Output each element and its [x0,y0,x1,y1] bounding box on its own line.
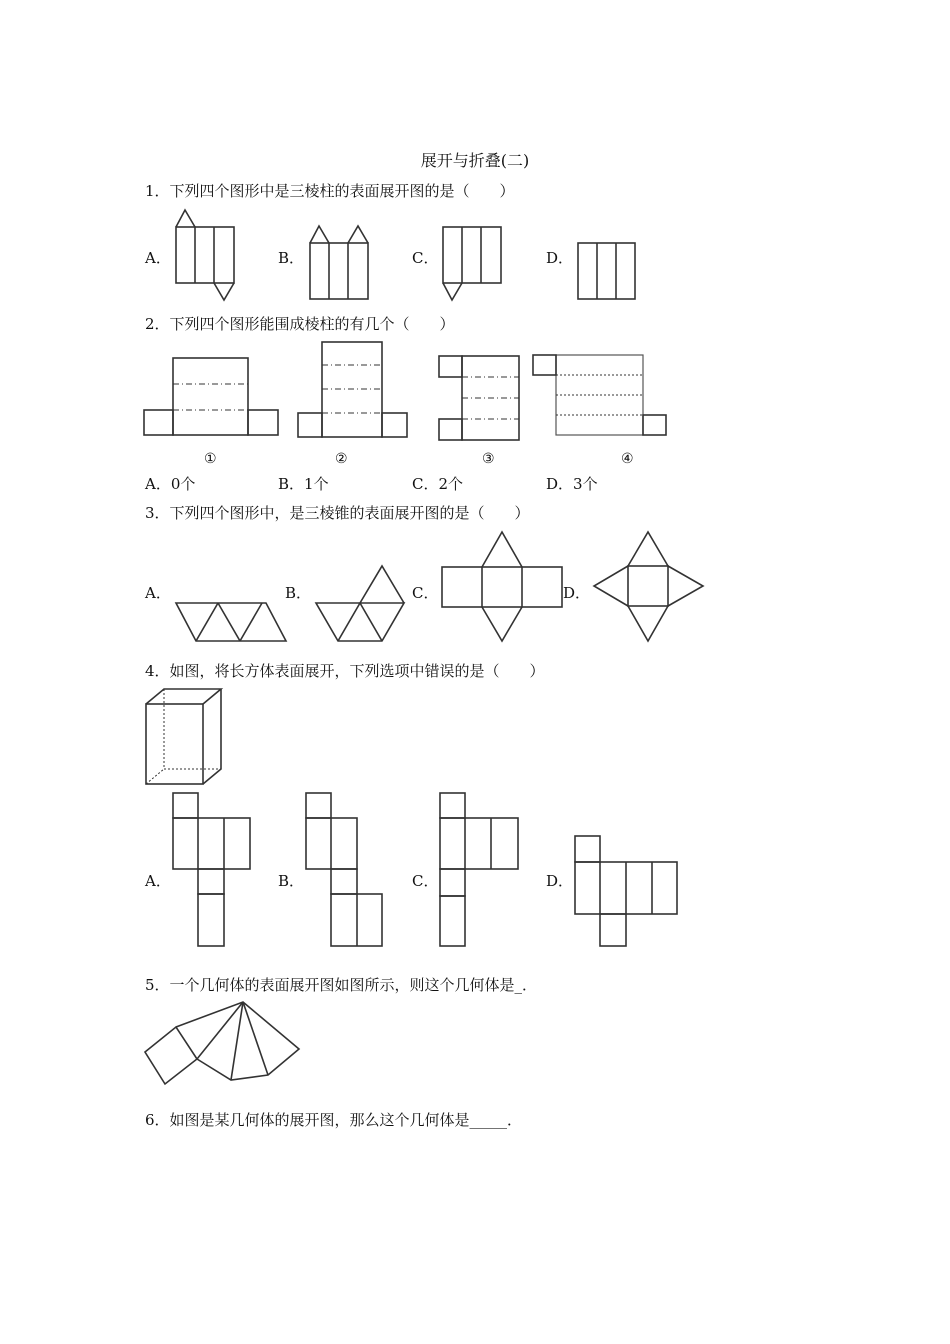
question-6-stem: 6．如图是某几何体的展开图，那么这个几何体是_____． [145,1111,523,1129]
question-5-stem: 5．一个几何体的表面展开图如图所示，则这个几何体是_． [145,976,538,994]
q4-option-a[interactable]: A． [145,872,171,890]
q2-figure-label-1: ① [204,451,217,467]
q5-pyramid-net [145,1002,299,1084]
q2-option-d[interactable]: D．3个 [546,475,598,493]
question-3-stem: 3．下列四个图形中，是三棱锥的表面展开图的是（ ） [145,504,530,522]
q2-option-c[interactable]: C．2个 [412,475,464,493]
q2-option-a[interactable]: A．0个 [145,475,196,493]
q1-option-a[interactable]: A． [145,249,171,267]
q2-figure-label-4: ④ [621,451,634,467]
q1-option-d[interactable]: D． [546,249,574,267]
page-title: 展开与折叠(二) [420,151,530,170]
q4-option-d[interactable]: D． [546,872,574,890]
q3-option-d[interactable]: D． [563,584,591,602]
q4-option-c[interactable]: C． [412,872,439,890]
q2-option-b[interactable]: B．1个 [278,475,329,493]
q1-option-b[interactable]: B． [278,249,305,267]
question-4-stem: 4．如图，将长方体表面展开，下列选项中错误的是（ ） [145,662,545,680]
q2-figure-label-2: ② [335,451,348,467]
question-2-stem: 2．下列四个图形能围成棱柱的有几个（ ） [145,315,455,333]
q3-option-b[interactable]: B． [285,584,312,602]
q2-figure-label-3: ③ [482,451,495,467]
q4-option-b[interactable]: B． [278,872,305,890]
question-1-stem: 1．下列四个图形中是三棱柱的表面展开图的是（ ） [145,182,515,200]
q3-option-a[interactable]: A． [145,584,171,602]
q3-option-c[interactable]: C． [412,584,439,602]
q1-option-c[interactable]: C． [412,249,439,267]
